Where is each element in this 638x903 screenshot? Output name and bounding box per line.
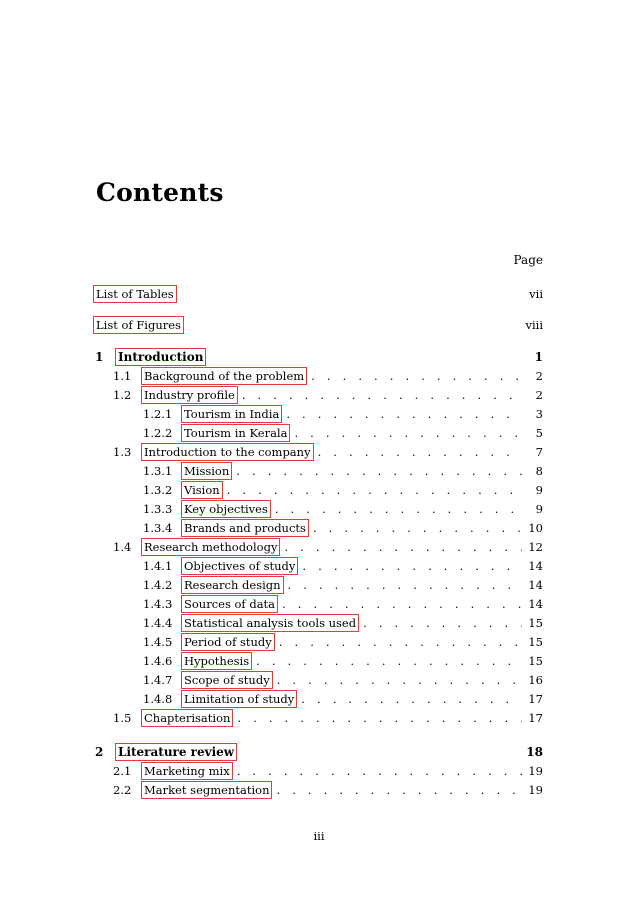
dot-leader	[311, 369, 523, 383]
dot-leader	[363, 616, 522, 630]
toc-entry	[95, 316, 543, 334]
toc-entry-link[interactable]: Vision	[184, 483, 220, 497]
dot-leader	[301, 692, 522, 706]
toc-entry	[95, 367, 543, 385]
toc-entry-number: 1.4.5	[143, 635, 173, 649]
toc-entry	[95, 538, 543, 556]
toc-entry-link[interactable]: Industry profile	[144, 388, 235, 402]
toc-entry-link[interactable]: Research methodology	[144, 540, 278, 554]
dot-leader	[237, 764, 523, 778]
toc-entry-number: 2.2	[113, 783, 132, 797]
toc-entry-link[interactable]: Mission	[184, 464, 230, 478]
toc-entry-page: 18	[526, 745, 543, 759]
toc-entry-link[interactable]: Brands and products	[184, 521, 306, 535]
toc-entry-link[interactable]: List of Tables	[96, 287, 174, 301]
toc-entry	[95, 781, 543, 799]
toc-entry	[95, 386, 543, 404]
toc-entry	[95, 519, 543, 537]
toc-entry-number: 1.4.7	[143, 673, 173, 687]
toc-entry-page: 2	[535, 388, 543, 402]
dot-leader	[276, 783, 522, 797]
toc-entry-page: viii	[525, 318, 543, 332]
toc-entry-link[interactable]: Limitation of study	[184, 692, 295, 706]
toc-entry-link[interactable]: Tourism in Kerala	[184, 426, 288, 440]
toc-entry-number: 1.2	[113, 388, 132, 402]
toc-entry	[95, 557, 543, 575]
toc-entry	[95, 614, 543, 632]
toc-entry-link[interactable]: Introduction	[118, 350, 204, 364]
toc-entry-page: 5	[535, 426, 543, 440]
toc-entry-page: 9	[535, 502, 543, 516]
dot-leader	[275, 502, 523, 516]
dot-leader	[256, 654, 522, 668]
toc-entry-page: 19	[528, 783, 543, 797]
toc-entry-number: 1.2.2	[143, 426, 173, 440]
toc-entry-number: 1.4.8	[143, 692, 173, 706]
toc-entry-link[interactable]: Hypothesis	[184, 654, 250, 668]
toc-entry-link[interactable]: Scope of study	[184, 673, 270, 687]
toc-entry	[95, 576, 543, 594]
toc-entry-link[interactable]: Literature review	[118, 745, 235, 759]
toc-entry-page: 19	[528, 764, 543, 778]
contents-heading: Contents	[96, 178, 224, 207]
toc-entry	[95, 690, 543, 708]
toc-entry-number: 1.4.6	[143, 654, 173, 668]
dot-leader	[302, 559, 522, 573]
dot-leader	[237, 711, 522, 725]
toc-entry	[95, 462, 543, 480]
toc-entry-page: 3	[535, 407, 543, 421]
toc-entry	[95, 709, 543, 727]
toc-entry-number: 1.3.4	[143, 521, 173, 535]
toc-entry	[95, 633, 543, 651]
toc-entry-number: 1.3.1	[143, 464, 173, 478]
toc-entry-number: 1.4	[113, 540, 132, 554]
toc-entry-link[interactable]: Background of the problem	[144, 369, 305, 383]
toc-entry-number: 1.4.3	[143, 597, 173, 611]
dot-leader	[294, 426, 523, 440]
toc-entry-link[interactable]: Objectives of study	[184, 559, 296, 573]
toc-entry-page: 15	[528, 616, 543, 630]
toc-entry-number: 2	[95, 745, 104, 759]
toc-entry-page: 15	[528, 654, 543, 668]
dot-leader	[286, 407, 523, 421]
toc-entry	[95, 652, 543, 670]
toc-entry	[95, 348, 543, 366]
dot-leader	[282, 597, 522, 611]
dot-leader	[318, 445, 523, 459]
toc-entry-link[interactable]: Period of study	[184, 635, 272, 649]
toc-entry-link[interactable]: Key objectives	[184, 502, 268, 516]
toc-entry-number: 1.1	[113, 369, 132, 383]
dot-leader	[313, 521, 522, 535]
toc-entry-number: 1.4.2	[143, 578, 173, 592]
toc-entry-number: 1.5	[113, 711, 132, 725]
toc-entry-link[interactable]: List of Figures	[96, 318, 181, 332]
toc-entry-number: 1.3	[113, 445, 132, 459]
toc-entry-page: 9	[535, 483, 543, 497]
toc-entry	[95, 743, 543, 761]
toc-entry-page: 10	[528, 521, 543, 535]
dot-leader	[288, 578, 523, 592]
toc-entry-number: 1.3.3	[143, 502, 173, 516]
footer-page-number: iii	[313, 829, 325, 843]
toc-entry-page: 1	[534, 350, 543, 364]
toc-entry-link[interactable]: Statistical analysis tools used	[184, 616, 357, 630]
toc-entry-number: 1.4.4	[143, 616, 173, 630]
toc-entry	[95, 405, 543, 423]
toc-entry-number: 1.2.1	[143, 407, 173, 421]
toc-entry-link[interactable]: Chapterisation	[144, 711, 231, 725]
toc-entry-number: 2.1	[113, 764, 132, 778]
toc-entry	[95, 443, 543, 461]
toc-entry	[95, 762, 543, 780]
toc-entry-link[interactable]: Tourism in India	[184, 407, 280, 421]
toc-entry-link[interactable]: Introduction to the company	[144, 445, 311, 459]
toc-entry	[95, 481, 543, 499]
toc-entry-page: 16	[528, 673, 543, 687]
toc-entry-page: 17	[528, 711, 543, 725]
dot-leader	[279, 635, 523, 649]
toc-entry-page: 8	[535, 464, 543, 478]
toc-entry	[95, 285, 543, 303]
toc-entry-page: 2	[535, 369, 543, 383]
toc-entry-page: 14	[528, 578, 543, 592]
toc-entry-link[interactable]: Market segmentation	[144, 783, 270, 797]
dot-leader	[242, 388, 523, 402]
dot-leader	[277, 673, 523, 687]
dot-leader	[284, 540, 522, 554]
toc-entry-page: 15	[528, 635, 543, 649]
toc-entry-link[interactable]: Research design	[184, 578, 281, 592]
toc-entry-page: 12	[528, 540, 543, 554]
toc-entry-number: 1.3.2	[143, 483, 173, 497]
toc-entry-page: 17	[528, 692, 543, 706]
dot-leader	[236, 464, 523, 478]
toc-entry-number: 1.4.1	[143, 559, 173, 573]
toc-entry-number: 1	[95, 350, 104, 364]
toc-entry-page: 7	[535, 445, 543, 459]
toc-entry	[95, 671, 543, 689]
toc-entry-page: vii	[529, 287, 543, 301]
toc-entry	[95, 595, 543, 613]
toc-entry-page: 14	[528, 559, 543, 573]
toc-entry-link[interactable]: Marketing mix	[144, 764, 230, 778]
dot-leader	[227, 483, 523, 497]
toc-entry-link[interactable]: Sources of data	[184, 597, 276, 611]
toc-entry	[95, 424, 543, 442]
toc-entry	[95, 500, 543, 518]
page-column-label: Page	[513, 253, 543, 267]
toc-entry-page: 14	[528, 597, 543, 611]
